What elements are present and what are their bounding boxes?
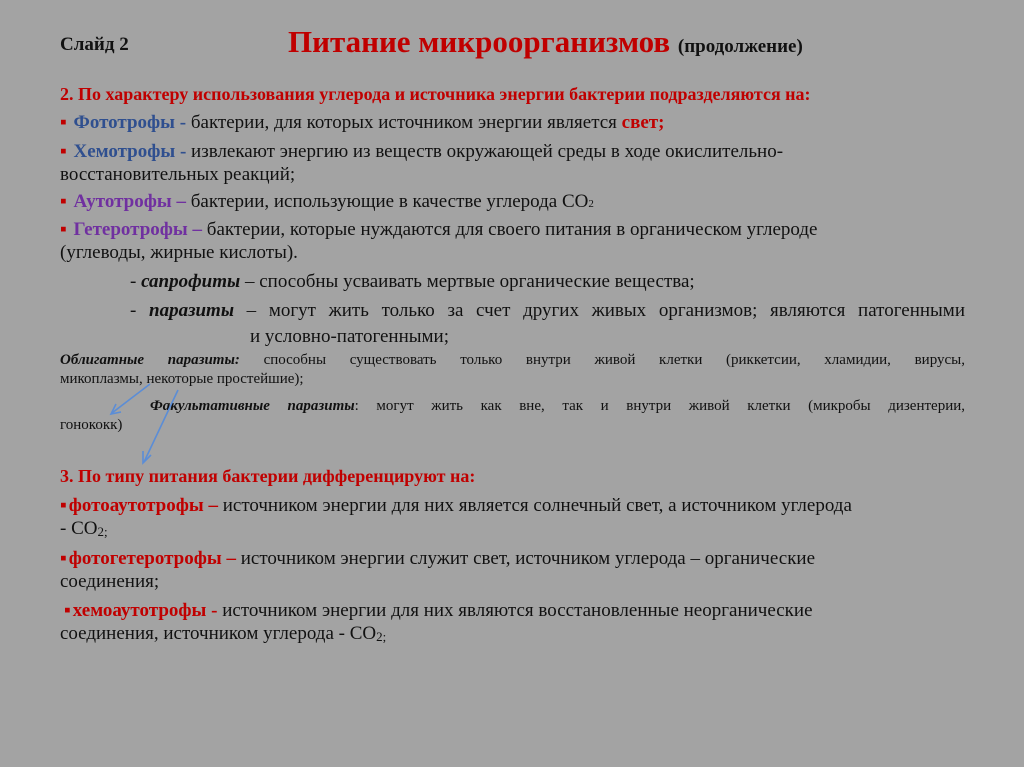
desc-obligate-2: микоплазмы, некоторые простейшие); — [60, 371, 304, 387]
item-photoautotrophs-cont — [60, 517, 965, 541]
item-obligate-cont — [60, 370, 965, 389]
desc-facultative-2: гонококк) — [60, 417, 123, 433]
bullet-icon: ▪ — [60, 191, 67, 212]
item-phototrophs — [60, 111, 965, 134]
item-heterotrophs-cont — [60, 241, 965, 264]
term-chemoautotrophs: хемоаутотрофы - — [72, 600, 218, 621]
desc-autotrophs: бактерии, использующие в качестве углерода CO — [185, 191, 589, 212]
section-3-heading: 3. По типу питания бактерии дифференцируют на: — [60, 466, 476, 486]
bullet-icon: ▪ — [64, 600, 71, 621]
desc-heterotrophs-2: (углеводы, жирные кислоты). — [60, 242, 298, 263]
section-2-heading: 2. По характеру использования углерода и источника энергии бактерии подразделяются на: — [60, 84, 811, 104]
dash: - — [130, 271, 142, 292]
highlight-light: свет; — [621, 112, 665, 133]
term-autotrophs: Аутотрофы – — [73, 191, 186, 212]
term-photoautotrophs: фотоаутотрофы – — [68, 495, 218, 516]
slide-number: Слайд 2 — [60, 34, 129, 55]
desc-facultative-1: : могут жить как вне, так и внутри живой клетки (микробы дизентерии, — [354, 398, 966, 414]
item-chemotrophs-cont — [60, 163, 965, 186]
title-main: Питание микроорганизмов — [288, 24, 671, 59]
term-parasites: паразиты — [149, 300, 235, 321]
desc-chemotrophs-1: извлекают энергию из веществ окружающей среды в ходе окислительно- — [186, 141, 784, 162]
item-facultative-cont — [60, 416, 965, 435]
co2-subscript: 2; — [97, 524, 108, 539]
desc-chemotrophs-2: восстановительных реакций; — [60, 164, 296, 185]
desc-chemoautotrophs-1: источником энергии для них являются восстановленные неорганические — [217, 600, 813, 621]
term-heterotrophs: Гетеротрофы – — [73, 219, 203, 240]
item-heterotrophs — [60, 218, 965, 241]
desc-photoheterotrophs-1: источником энергии служит свет, источником углерода – органические — [235, 548, 816, 569]
item-chemoautotrophs-cont — [60, 622, 965, 646]
term-facultative: Факультативные паразиты — [150, 398, 355, 414]
desc-photoautotrophs-1: источником энергии для них является солнечный свет, а источником углерода — [217, 495, 852, 516]
bullet-icon: ▪ — [60, 112, 67, 133]
item-photoautotrophs — [60, 494, 965, 517]
term-photoheterotrophs: фотогетеротрофы – — [68, 548, 236, 569]
term-chemotrophs: Хемотрофы - — [73, 141, 187, 162]
desc-obligate-1: способны существовать только внутри живой клетки (риккетсии, хламидии, вирусы, — [239, 352, 965, 368]
desc-phototrophs: бактерии, для которых источником энергии является — [186, 112, 622, 133]
item-photoheterotrophs-cont — [60, 570, 965, 593]
desc-photoautotrophs-2: - CO — [60, 518, 98, 539]
item-obligate — [60, 351, 965, 370]
bullet-icon: ▪ — [60, 495, 67, 516]
item-saprophytes — [130, 270, 965, 293]
desc-heterotrophs-1: бактерии, которые нуждаются для своего питания в органическом углероде — [202, 219, 818, 240]
bullet-icon: ▪ — [60, 548, 67, 569]
term-saprophytes: сапрофиты — [141, 271, 241, 292]
item-parasites — [130, 299, 965, 322]
dash: - — [130, 300, 149, 321]
bullet-icon: ▪ — [60, 219, 67, 240]
term-phototrophs: Фототрофы - — [73, 112, 187, 133]
co2-subscript: 2; — [376, 629, 387, 644]
desc-chemoautotrophs-2: соединения, источником углерода - CO — [60, 623, 377, 644]
term-obligate: Облигатные паразиты: — [60, 352, 240, 368]
item-parasites-cont — [250, 325, 965, 348]
desc-saprophytes: – способны усваивать мертвые органические вещества; — [240, 271, 695, 292]
desc-parasites-1: – могут жить только за счет других живых организмов; являются патогенными — [234, 300, 965, 321]
title-suffix: (продолжение) — [677, 36, 803, 57]
desc-parasites-2: и условно-патогенными; — [250, 326, 450, 347]
item-chemotrophs — [60, 140, 965, 163]
desc-photoheterotrophs-2: соединения; — [60, 571, 160, 592]
item-photoheterotrophs — [60, 547, 965, 570]
co2-subscript: 2 — [588, 198, 594, 210]
slide-title — [288, 24, 803, 60]
bullet-icon: ▪ — [60, 141, 67, 162]
item-chemoautotrophs — [60, 599, 965, 622]
item-autotrophs — [60, 190, 965, 216]
item-facultative — [150, 397, 965, 416]
